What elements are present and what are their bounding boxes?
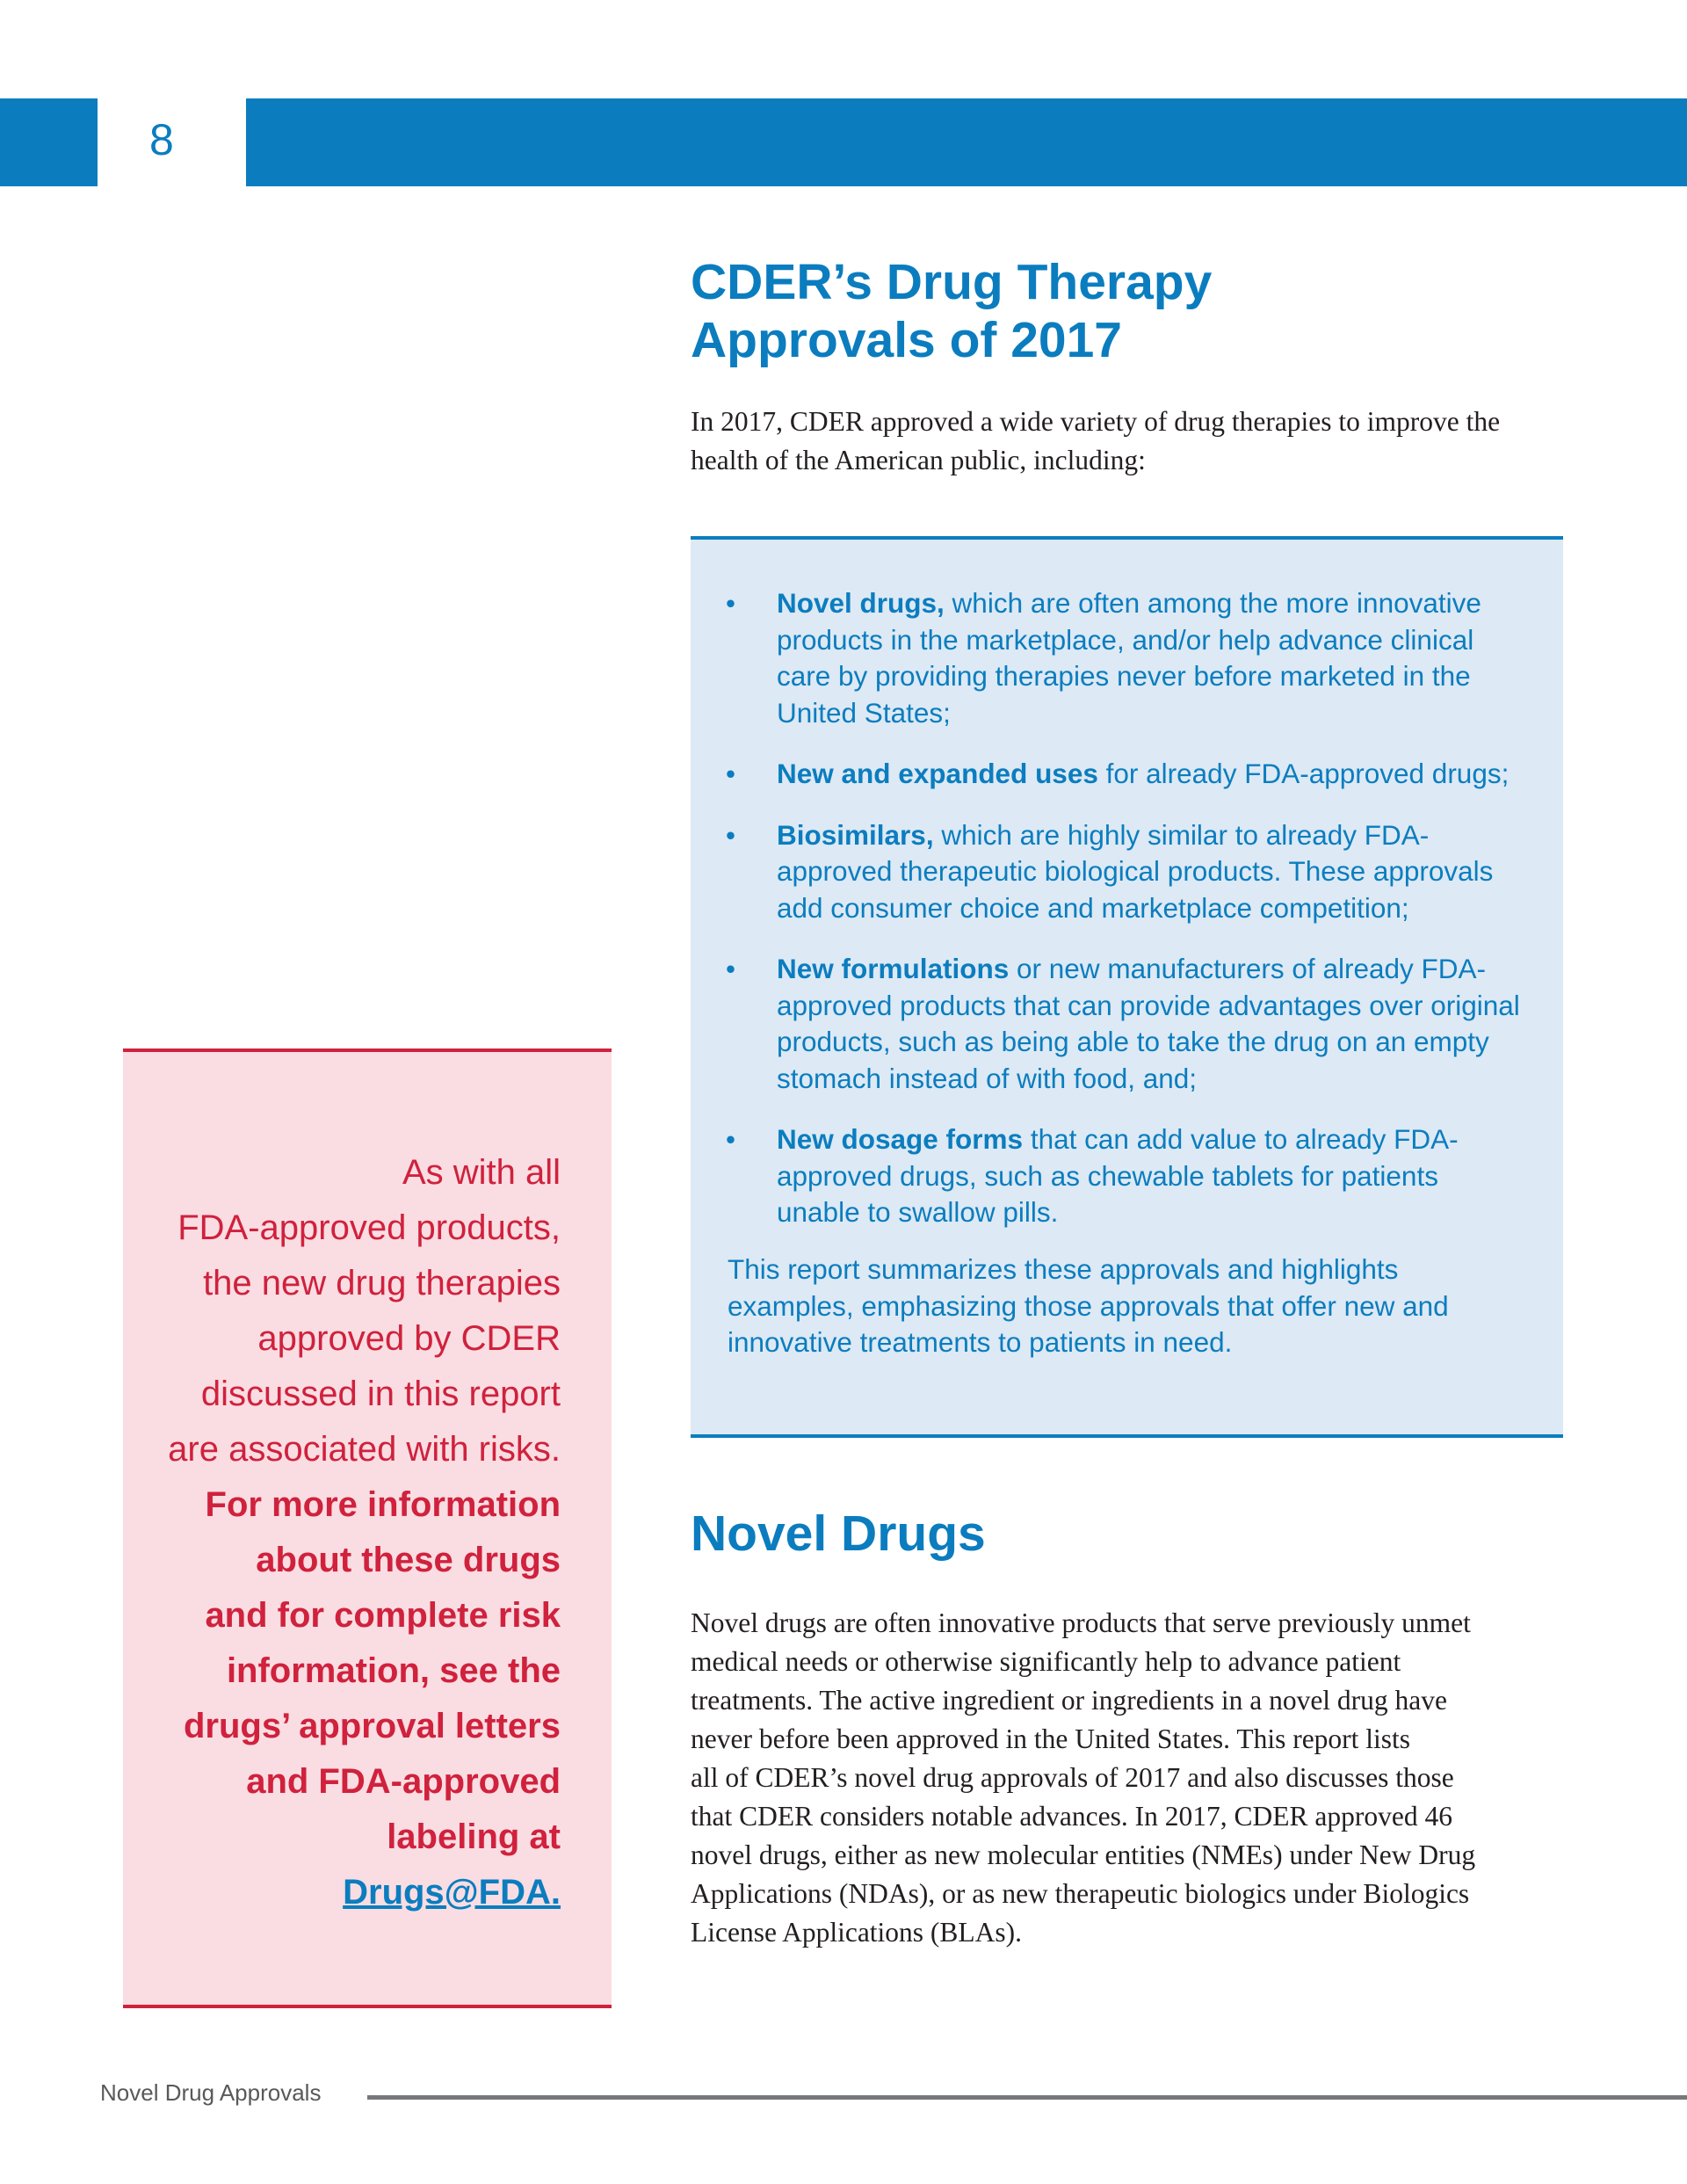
list-item-text: that can add value to already FDA-approved drugs, such as chewable tablets for patients unable to swallow pills. xyxy=(777,1123,1459,1228)
list-item xyxy=(691,951,1563,1097)
sidebar-line-bold: about these drugs xyxy=(256,1541,561,1579)
paragraph-line: all of CDER’s novel drug approvals of 2017 and also discusses those xyxy=(691,1762,1454,1793)
bullet-icon: • xyxy=(726,953,736,984)
approval-types-list xyxy=(691,585,1563,1256)
bullet-icon: • xyxy=(726,1123,736,1155)
sidebar-line: discussed in this report xyxy=(200,1375,561,1413)
header-band-left xyxy=(0,98,98,186)
footer-label: Novel Drug Approvals xyxy=(100,2079,322,2106)
list-item xyxy=(691,817,1563,927)
sidebar-line-bold: and FDA-approved xyxy=(246,1762,561,1801)
section-title xyxy=(691,253,1569,369)
sidebar-line: As with all xyxy=(402,1153,561,1192)
list-item-text: which are often among the more innovative products in the marketplace, and/or help advance clinical care by providing therapies never before marketed in the United States; xyxy=(777,587,1481,729)
sidebar-line: approved by CDER xyxy=(257,1319,561,1358)
section-title-line-1: CDER’s Drug Therapy xyxy=(691,254,1213,310)
sidebar-line-bold: and for complete risk xyxy=(205,1596,561,1635)
paragraph-line: novel drugs, either as new molecular entities (NMEs) under New Drug xyxy=(691,1839,1476,1870)
risk-sidebar xyxy=(123,1048,612,2008)
footer-rule xyxy=(367,2095,1687,2100)
paragraph-line: that CDER considers notable advances. In 2017, CDER approved 46 xyxy=(691,1801,1452,1832)
paragraph-line: Applications (NDAs), or as new therapeutic biologics under Biologics xyxy=(691,1878,1470,1909)
sidebar-line: the new drug therapies xyxy=(203,1264,561,1302)
paragraph-line: treatments. The active ingredient or ingredients in a novel drug have xyxy=(691,1685,1448,1716)
summary-paragraph: This report summarizes these approvals and highlights examples, emphasizing those approvals that offer new and innovative treatments to patients in need. xyxy=(728,1253,1449,1358)
approval-types-box xyxy=(691,536,1563,1438)
list-item-term: New and expanded uses xyxy=(777,758,1098,789)
list-item-term: Biosimilars, xyxy=(777,818,934,851)
intro-paragraph: In 2017, CDER approved a wide variety of drug therapies to improve the health of the American public, including: xyxy=(691,406,1501,475)
list-item-term: New dosage forms xyxy=(777,1123,1024,1155)
list-item-term: Novel drugs, xyxy=(777,587,945,619)
header-band-right xyxy=(246,98,1687,186)
paragraph-line: License Applications (BLAs). xyxy=(691,1917,1023,1948)
section-title-line-2: Approvals of 2017 xyxy=(691,312,1123,368)
list-item-text: for already FDA-approved drugs; xyxy=(1097,758,1510,789)
risk-sidebar-text xyxy=(121,1145,561,1920)
list-item-text: which are highly similar to already FDA-approved therapeutic biological products. These approvals add consumer choice and marketplace competition; xyxy=(777,818,1494,924)
list-item xyxy=(691,756,1563,793)
novel-drugs-title: Novel Drugs xyxy=(691,1506,986,1562)
paragraph-line: Novel drugs are often innovative products that serve previously unmet xyxy=(691,1607,1471,1638)
list-item xyxy=(691,585,1563,731)
sidebar-line-bold: drugs’ approval letters xyxy=(183,1707,561,1745)
page-number: 8 xyxy=(149,115,174,164)
sidebar-line: FDA-approved products, xyxy=(177,1208,561,1247)
list-item-text: or new manufacturers of already FDA-approved products that can provide advantages over original products, such as being able to take the drug on an empty stomach instead of with food, and; xyxy=(777,953,1520,1094)
sidebar-line-bold: labeling at xyxy=(387,1818,561,1856)
list-item xyxy=(691,1121,1563,1231)
bullet-icon: • xyxy=(726,587,736,619)
paragraph-line: never before been approved in the United States. This report lists xyxy=(691,1723,1411,1754)
drugs-at-fda-link[interactable]: Drugs@FDA. xyxy=(343,1873,561,1912)
bullet-icon: • xyxy=(726,758,736,789)
sidebar-line-bold: information, see the xyxy=(226,1651,561,1690)
sidebar-line-bold: For more information xyxy=(205,1485,561,1524)
list-item-term: New formulations xyxy=(777,953,1010,984)
bullet-icon: • xyxy=(726,818,736,851)
paragraph-line: medical needs or otherwise significantly help to advance patient xyxy=(691,1646,1401,1677)
novel-drugs-paragraph xyxy=(691,1604,1569,1952)
sidebar-line: are associated with risks. xyxy=(168,1430,561,1469)
